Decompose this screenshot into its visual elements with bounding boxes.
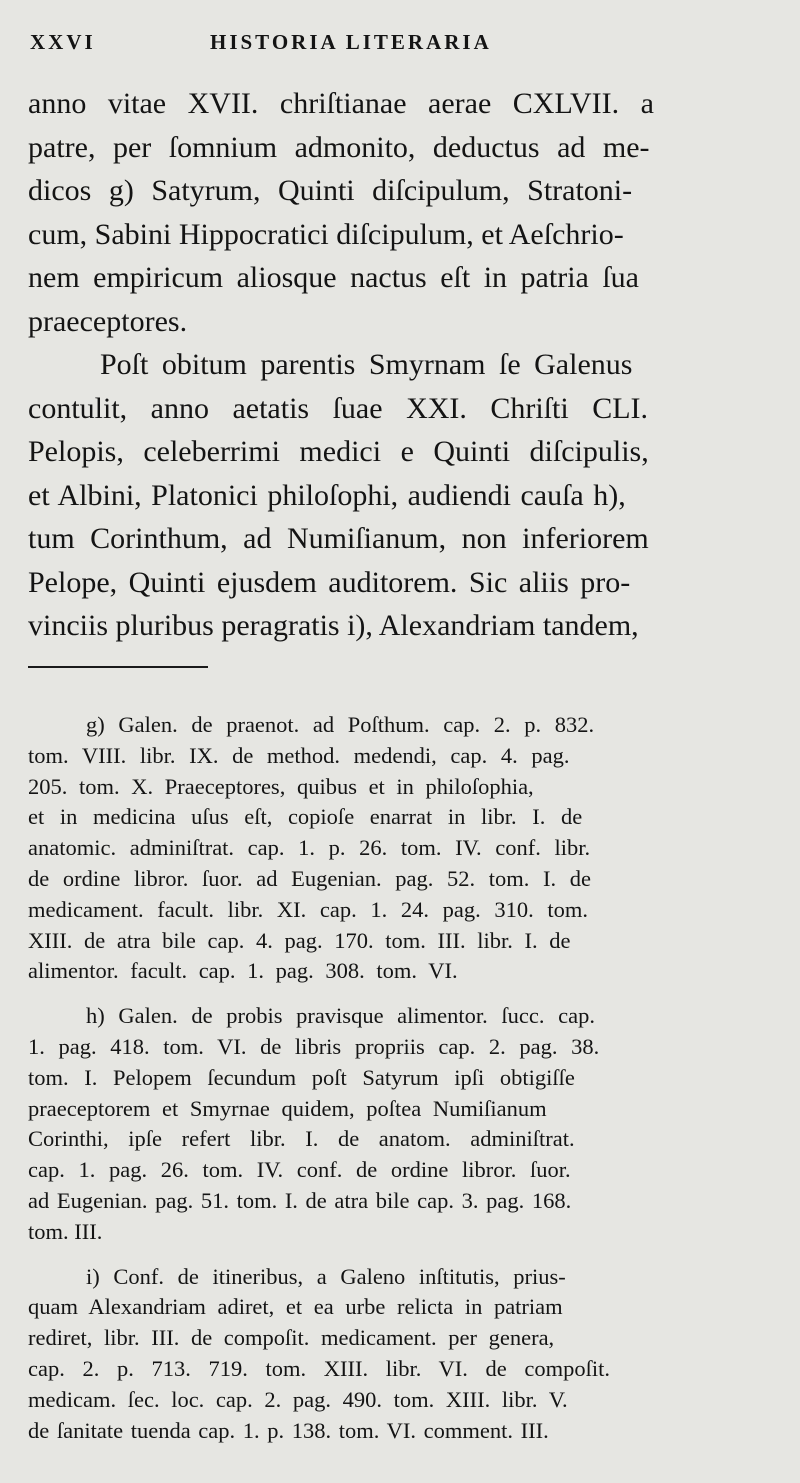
running-title: HISTORIA LITERARIA — [210, 30, 492, 54]
footnote-line: de ordine libror. ſuor. ad Eugenian. pag. 52. tom. I. de — [28, 865, 592, 891]
page-header — [30, 30, 760, 60]
footnote-line: de ſanitate tuenda cap. 1. p. 138. tom. VI. comment. III. — [28, 1417, 549, 1443]
main-line: tum Corinthum, ad Numiſianum, non inferiorem — [28, 522, 649, 555]
footnote-line: alimentor. facult. cap. 1. pag. 308. tom. VI. — [28, 958, 458, 984]
main-line: cum, Sabini Hippocratici diſcipulum, et Aeſchrio- — [28, 217, 624, 251]
footnote-rule — [28, 666, 208, 668]
footnote-h — [28, 1001, 768, 1247]
main-line: patre, per ſomnium admonito, deductus ad me- — [28, 130, 650, 164]
footnote-line: tom. III. — [28, 1218, 103, 1244]
footnote-line: tom. VIII. libr. IX. de method. medendi, cap. 4. pag. — [28, 742, 570, 768]
main-line: dicos g) Satyrum, Quinti diſcipulum, Stratoni- — [28, 174, 633, 207]
footnote-line: et in medicina uſus eſt, copioſe enarrat in libr. I. de — [28, 804, 583, 830]
footnote-line: quam Alexandriam adiret, et ea urbe relicta in patriam — [28, 1294, 563, 1320]
footnote-line: anatomic. adminiſtrat. cap. 1. p. 26. tom. IV. conf. libr. — [28, 835, 591, 861]
main-text — [28, 82, 764, 648]
main-line: contulit, anno aetatis ſuae XXI. Chriſti CLI. — [28, 391, 649, 425]
main-line: Pelopis, celeberrimi medici e Quinti diſcipulis, — [28, 435, 649, 468]
main-line: et Albini, Platonici philoſophi, audiendi cauſa h), — [28, 478, 626, 512]
main-line: vinciis pluribus peragratis i), Alexandriam tandem, — [28, 609, 639, 642]
footnote-line: ad Eugenian. pag. 51. tom. I. de atra bile cap. 3. pag. 168. — [28, 1187, 572, 1213]
footnote-line: 205. tom. X. Praeceptores, quibus et in philoſophia, — [28, 773, 534, 799]
footnote-line: XIII. de atra bile cap. 4. pag. 170. tom. III. libr. I. de — [28, 927, 571, 953]
footnote-line: 1. pag. 418. tom. VI. de libris propriis cap. 2. pag. 38. — [28, 1033, 600, 1059]
footnote-line: h) Galen. de probis pravisque alimentor. ſucc. cap. — [86, 1003, 595, 1029]
footnote-line: rediret, libr. III. de compoſit. medicament. per genera, — [28, 1325, 555, 1351]
footnote-line: i) Conf. de itineribus, a Galeno inſtitutis, prius- — [86, 1263, 566, 1289]
main-line: anno vitae XVII. chriſtianae aerae CXLVII. a — [28, 87, 654, 120]
footnote-i — [28, 1262, 768, 1447]
main-line: nem empiricum aliosque nactus eſt in patria ſua — [28, 261, 639, 294]
footnote-line: cap. 1. pag. 26. tom. IV. conf. de ordine libror. ſuor. — [28, 1157, 571, 1183]
footnote-line: Corinthi, ipſe refert libr. I. de anatom. adminiſtrat. — [28, 1126, 575, 1152]
footnotes — [28, 710, 768, 1460]
main-line: Poſt obitum parentis Smyrnam ſe Galenus — [100, 348, 633, 381]
footnote-line: tom. I. Pelopem ſecundum poſt Satyrum ipſi obtigiſſe — [28, 1064, 575, 1090]
footnote-line: medicament. facult. libr. XI. cap. 1. 24. pag. 310. tom. — [28, 896, 589, 922]
footnote-line: medicam. ſec. loc. cap. 2. pag. 490. tom. XIII. libr. V. — [28, 1386, 568, 1412]
main-line: praeceptores. — [28, 304, 188, 338]
page-number: XXVI — [30, 30, 96, 54]
footnote-line: g) Galen. de praenot. ad Poſthum. cap. 2. p. 832. — [86, 712, 595, 737]
footnote-g — [28, 710, 768, 987]
footnote-line: cap. 2. p. 713. 719. tom. XIII. libr. VI. de compoſit. — [28, 1355, 611, 1381]
main-line: Pelope, Quinti ejusdem auditorem. Sic aliis pro- — [28, 565, 631, 599]
footnote-line: praeceptorem et Smyrnae quidem, poſtea Numiſianum — [28, 1095, 547, 1121]
